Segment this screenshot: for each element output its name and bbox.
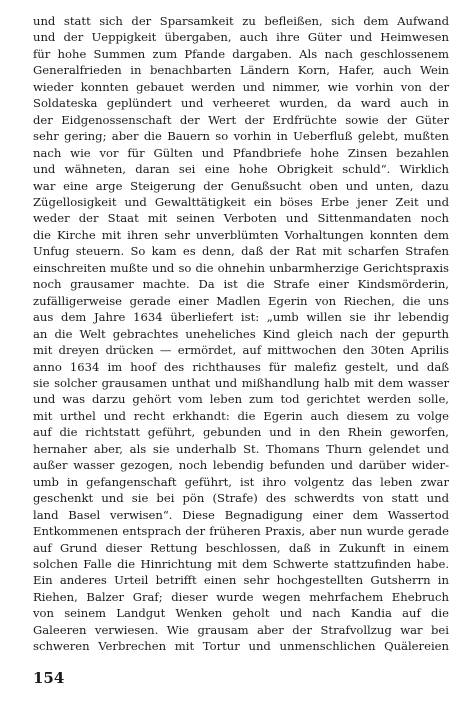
text-line: solchen Falle die Hinrichtung mit dem Schwerte stattzufinden habe. bbox=[33, 556, 449, 571]
text-line: anno 1634 im hoof des richthauses für malefiz gestelt, und daß bbox=[33, 359, 449, 374]
text-line: weder der Staat mit seinen Verboten und Sittenmandaten noch bbox=[33, 211, 449, 226]
text-line: geschenkt und sie bei pön (Strafe) des schwerdts von statt und bbox=[33, 491, 449, 506]
text-line: auf Grund dieser Rettung beschlossen, daß in Zukunft in einem bbox=[33, 540, 449, 555]
text-line: Soldateska geplündert und verheeret wurden, da ward auch in bbox=[33, 96, 449, 111]
text-line: Zügellosigkeit und Gewalttätigkeit ein böses Erbe jener Zeit und bbox=[33, 194, 449, 209]
text-line: hernaher aber, als sie underhalb St. Thomans Thurn gelendet und bbox=[33, 441, 449, 456]
text-line: außer wasser gezogen, noch lebendig befunden und darüber wider- bbox=[33, 458, 449, 473]
text-line: zufälligerweise gerade einer Madlen Egerin von Riechen, die uns bbox=[33, 293, 449, 308]
text-line: wieder konnten gebauet werden und nimmer, wie vorhin von der bbox=[33, 79, 449, 94]
text-line: umb in gefangenschaft geführt, ist ihro volgentz das leben zwar bbox=[33, 474, 449, 489]
text-line: sehr gering; aber die Bauern so vorhin in Ueberfluß gelebt, mußten bbox=[33, 129, 449, 144]
text-line: und wähneten, daran sei eine hohe Obrigkeit schuld“. Wirklich bbox=[33, 162, 449, 177]
text-line: mit urthel und recht erkhandt: die Egerin auch diesem zu volge bbox=[33, 408, 449, 423]
text-line: aus dem Jahre 1634 überliefert ist: „umb willen sie ihr lebendig bbox=[33, 310, 449, 325]
text-line: von seinem Landgut Wenken geholt und nach Kandia auf die bbox=[33, 606, 449, 621]
text-line: Riehen, Balzer Graf; dieser wurde wegen mehrfachem Ehebruch bbox=[33, 589, 449, 604]
text-line: Galeeren verwiesen. Wie grausam aber der Strafvollzug war bei bbox=[33, 622, 449, 637]
text-line: auf die richtstatt geführt, gebunden und in den Rhein geworfen, bbox=[33, 425, 449, 440]
text-line: und statt sich der Sparsamkeit zu befleißen, sich dem Aufwand bbox=[33, 14, 449, 28]
body-text bbox=[33, 13, 449, 655]
text-line: land Basel verwisen“. Diese Begnadigung einer dem Wassertod bbox=[33, 507, 449, 522]
text-line: die Kirche mit ihren sehr unverblümten Vorhaltungen konnten dem bbox=[33, 227, 449, 242]
text-line: schweren Verbrechen mit Tortur und unmenschlichen Quälereien bbox=[33, 639, 449, 654]
text-line: für hohe Summen zum Pfande dargaben. Als nach geschlossenem bbox=[33, 46, 449, 61]
text-line: und der Ueppigkeit übergaben, auch ihre Güter und Heimwesen bbox=[33, 30, 449, 45]
page-number: 154 bbox=[33, 669, 65, 687]
text-line: Entkommenen entsprach der früheren Praxis, aber nun wurde gerade bbox=[33, 524, 449, 539]
text-line: sie solcher grausamen unthat und mißhandlung halb mit dem wasser bbox=[33, 375, 449, 390]
text-line: einschreiten mußte und so die ohnehin unbarmherzige Gerichtspraxis bbox=[33, 260, 449, 275]
text-line: noch grausamer machte. Da ist die Strafe einer Kindsmörderin, bbox=[33, 277, 449, 292]
text-line: mit dreyen drücken — ermördet, auf mittwochen den 30ten Aprilis bbox=[33, 343, 449, 358]
text-line: und was darzu gehört vom leben zum tod gerichtet werden solle, bbox=[33, 392, 449, 407]
text-line: Generalfrieden in benachbarten Ländern Korn, Hafer, auch Wein bbox=[33, 63, 449, 78]
text-line: war eine arge Steigerung der Genußsucht oben und unten, dazu bbox=[33, 178, 449, 193]
text-line: nach wie vor für Gülten und Pfandbriefe hohe Zinsen bezahlen bbox=[33, 145, 449, 160]
text-line: Unfug steuern. So kam es denn, daß der Rat mit scharfen Strafen bbox=[33, 244, 449, 259]
text-line: an die Welt gebrachtes uneheliches Kind gleich nach der gepurth bbox=[33, 326, 449, 341]
text-line: Ein anderes Urteil betrifft einen sehr hochgestellten Gutsherrn in bbox=[33, 573, 449, 588]
text-line: der Eidgenossenschaft der Wert der Erdfrüchte sowie der Güter bbox=[33, 112, 449, 127]
